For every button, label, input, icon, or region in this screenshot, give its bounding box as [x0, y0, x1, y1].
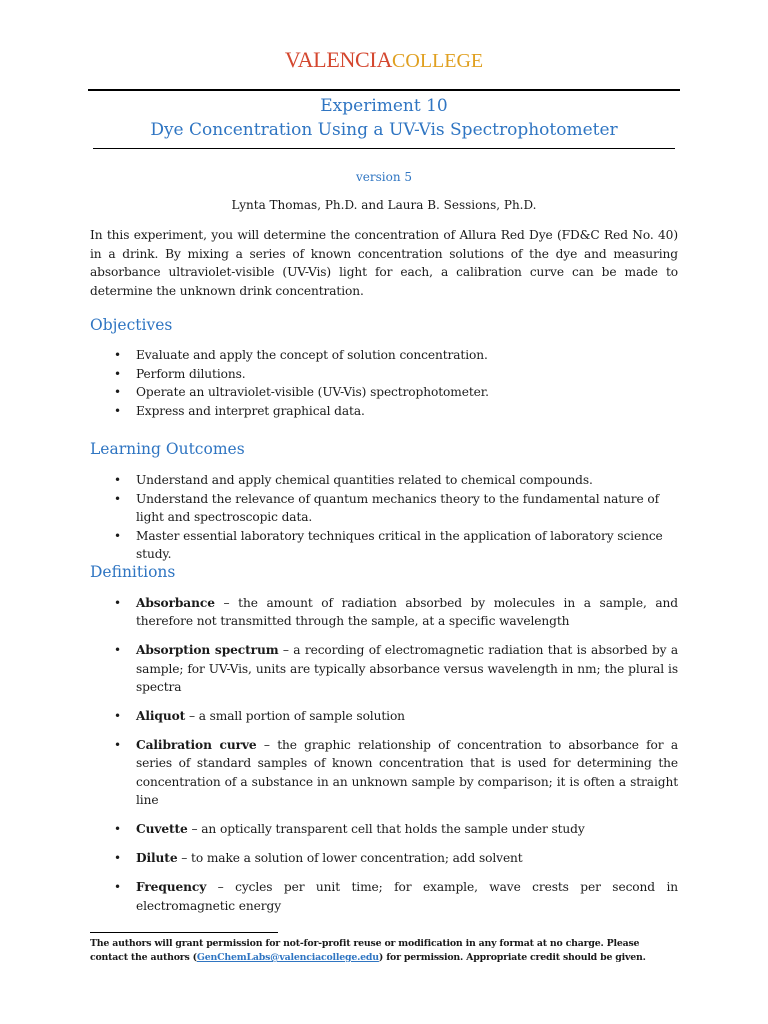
definition-text: – to make a solution of lower concentration; add solvent	[177, 851, 523, 866]
definition-item	[90, 878, 678, 914]
authors-line: Lynta Thomas, Ph.D. and Laura B. Sessions, Ph.D.	[231, 198, 537, 212]
logo-part-college: COLLEGE	[392, 50, 484, 72]
title-top-rule	[88, 89, 680, 91]
definition-term: Frequency	[136, 880, 207, 895]
learning-outcomes-list	[90, 471, 678, 564]
objectives-list	[90, 346, 678, 420]
experiment-number: Experiment 10	[320, 96, 448, 116]
definition-item	[90, 736, 678, 809]
definition-text: – a small portion of sample solution	[185, 709, 405, 724]
list-item: • Master essential laboratory techniques critical in the application of laboratory science study.	[90, 527, 678, 564]
definition-item	[90, 820, 678, 838]
list-item: • Express and interpret graphical data.	[90, 402, 678, 421]
objectives-heading: Objectives	[90, 316, 173, 334]
list-item: • Perform dilutions.	[90, 365, 678, 384]
permission-footnote	[90, 937, 680, 965]
definition-text: – cycles per unit time; for example, wave crests per second in electromagnetic energy	[136, 880, 678, 913]
definition-item	[90, 707, 678, 725]
definition-item	[90, 849, 678, 867]
intro-paragraph: In this experiment, you will determine the concentration of Allura Red Dye (FD&C Red No. 40) in a drink. By mixing a series of known concentration solutions of the dye and measuring absorbance ultraviolet-visible (UV-Vis) light for each, a calibration curve can be made to determine the unknown drink concentration.	[90, 228, 678, 298]
definition-term: Absorption spectrum	[136, 643, 279, 658]
definition-term: Cuvette	[136, 822, 188, 837]
definition-term: Dilute	[136, 851, 178, 866]
list-item: • Understand and apply chemical quantities related to chemical compounds.	[90, 471, 678, 490]
footnote-paren-open: (	[192, 952, 197, 963]
definition-term: Calibration curve	[136, 738, 257, 753]
list-item: • Operate an ultraviolet-visible (UV-Vis) spectrophotometer.	[90, 383, 678, 402]
definition-term: Absorbance	[136, 596, 215, 610]
contact-email-link[interactable]: GenChemLabs@valenciacollege.edu	[196, 952, 379, 963]
definition-text: – an optically transparent cell that holds the sample under study	[187, 822, 585, 837]
logo-part-valencia: VALENCIA	[284, 47, 393, 72]
footnote-line2: ) for permission. Appropriate credit should be given.	[378, 952, 646, 963]
definition-text: – a recording of electromagnetic radiation that is absorbed by a sample; for UV-Vis, units are typically absorbance versus wavelength in nm; the plural is spectra	[136, 643, 678, 694]
learning-outcomes-heading: Learning Outcomes	[90, 440, 245, 458]
list-item: • Understand the relevance of quantum mechanics theory to the fundamental nature of light and spectroscopic data.	[90, 490, 678, 527]
definition-term: Aliquot	[136, 709, 186, 724]
definition-text: – the graphic relationship of concentration to absorbance for a series of standard samples of known concentration that is used for determining the concentration of a substance in an unknown sample by comparison; it is often a straight line	[136, 738, 678, 807]
list-item: • Evaluate and apply the concept of solution concentration.	[90, 346, 678, 365]
definition-item	[90, 641, 678, 696]
definitions-heading: Definitions	[90, 563, 176, 581]
title-bottom-rule	[93, 148, 675, 149]
footnote-line1: The authors will grant permission for not-for-profit reuse or modification in any format at no charge. Please contact the authors	[90, 938, 640, 963]
footnote-rule	[90, 932, 278, 933]
experiment-title: Dye Concentration Using a UV-Vis Spectrophotometer	[150, 120, 618, 140]
definitions-list	[90, 594, 678, 926]
version-label: version 5	[355, 170, 412, 184]
definition-text: – the amount of radiation absorbed by molecules in a sample, and therefore not transmitted through the sample, at a specific wavelength	[136, 596, 678, 629]
valencia-college-logo	[0, 47, 768, 74]
definition-item	[90, 594, 678, 630]
